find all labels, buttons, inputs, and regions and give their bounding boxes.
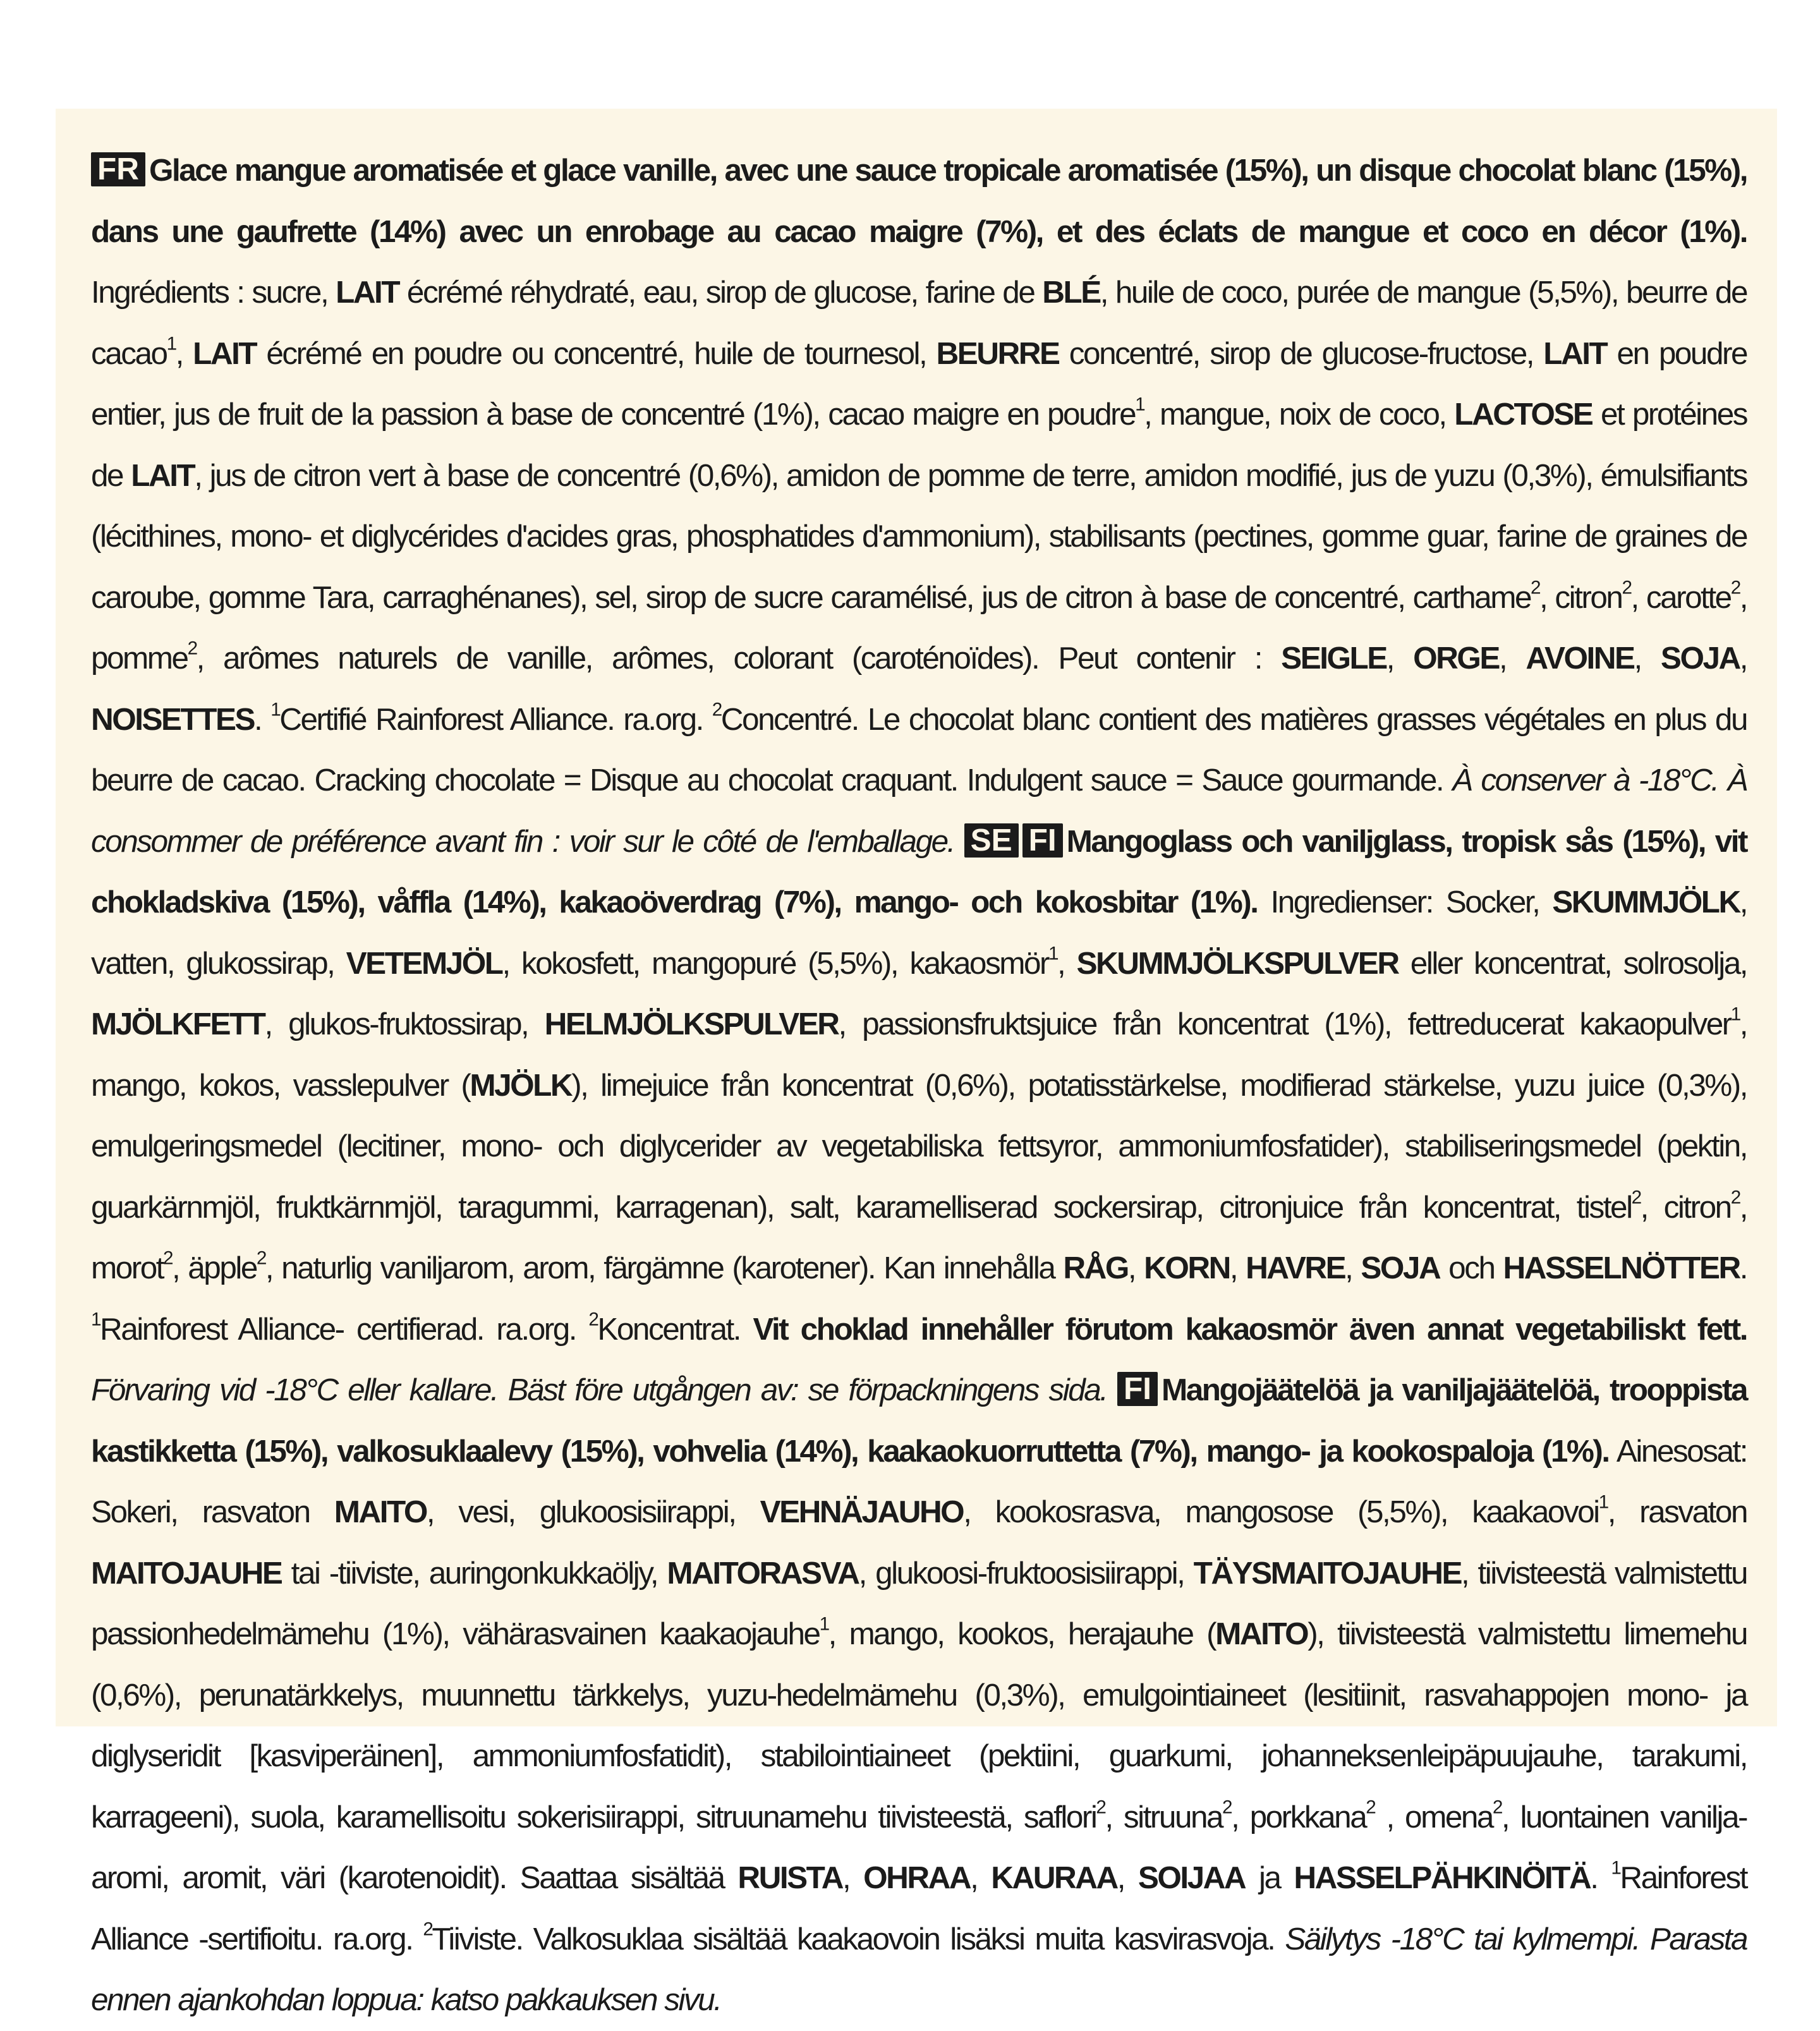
allergen: BEURRE bbox=[936, 336, 1059, 371]
se-white-chocolate-note: Vit choklad innehåller förutom kakaosmör även annat vegetabiliskt fett. bbox=[753, 1311, 1747, 1347]
allergen: OHRAA bbox=[863, 1860, 971, 1895]
allergen: SKUMMJÖLK bbox=[1552, 885, 1740, 919]
se-product-description: Mangoglass och vaniljglass, tropisk sås (15%), vit chokladskiva (15%), våffla (14%), kakaoöverdrag (7%), mango- och kokosbitar (1%). bbox=[91, 823, 1747, 919]
allergen: KORN bbox=[1144, 1251, 1230, 1285]
allergen: LAIT bbox=[1543, 336, 1607, 371]
allergen: SOJA bbox=[1361, 1251, 1440, 1285]
allergen: RUISTA bbox=[737, 1860, 842, 1895]
allergen: LACTOSE bbox=[1454, 397, 1592, 432]
allergen: HASSELPÄHKINÖITÄ bbox=[1294, 1860, 1591, 1895]
allergen: NOISETTES bbox=[91, 701, 255, 737]
language-badge-se: SE bbox=[964, 823, 1019, 858]
allergen: MAITORASVA bbox=[667, 1555, 859, 1591]
allergen: LAIT bbox=[131, 458, 195, 493]
language-badge-fi: FI bbox=[1117, 1372, 1158, 1406]
allergen: SOIJAA bbox=[1138, 1860, 1246, 1895]
fr-storage-note: À conserver à -18°C. À consommer de préférence avant fin : voir sur le côté de l'emballage. bbox=[91, 763, 1747, 859]
allergen: ORGE bbox=[1413, 641, 1499, 676]
allergen: LAIT bbox=[193, 336, 257, 371]
allergen: MJÖLK bbox=[470, 1067, 572, 1103]
allergen: MAITOJAUHE bbox=[91, 1555, 282, 1591]
allergen: MJÖLKFETT bbox=[91, 1007, 265, 1041]
allergen: SKUMMJÖLKSPULVER bbox=[1076, 945, 1398, 981]
fi-product-description: Mangojäätelöä ja vaniljajäätelöä, trooppista kastikketta (15%), valkosuklaalevy (15%), vohvelia (14%), kaakaokuorruttetta (7%), mango- ja kookospaloja (1%). bbox=[91, 1373, 1747, 1469]
allergen: VEHNÄJAUHO bbox=[760, 1494, 964, 1529]
allergen: HELMJÖLKSPULVER bbox=[544, 1007, 839, 1041]
allergen: LAIT bbox=[336, 275, 399, 310]
language-badge-fr: FR bbox=[91, 152, 145, 186]
allergen: SEIGLE bbox=[1281, 641, 1386, 676]
allergen: KAURAA bbox=[991, 1860, 1117, 1895]
fr-product-description: Glace mangue aromatisée et glace vanille, avec une sauce tropicale aromatisée (15%), un disque chocolat blanc (15%), dans une gaufrette (14%) avec un enrobage au cacao maigre (7%), et des éclats de mangue et coco en décor (1%). bbox=[91, 153, 1747, 249]
allergen: HASSELNÖTTER bbox=[1503, 1251, 1740, 1285]
fi-storage-note: Säilytys -18°C tai kylmempi. Parasta ennen ajankohdan loppua: katso pakkauksen sivu. bbox=[91, 1921, 1747, 2017]
ingredients-text: FR Glace mangue aromatisée et glace vanille, avec une sauce tropicale aromatisée (15%), un disque chocolat blanc (15%), dans une gaufrette (14%) avec un enrobage au cacao maigre (7%), et des éclats de mangue et coco en décor (1%). Ingrédients : sucre, LAIT écrémé réhydraté, eau, sirop de glucose, farine de BLÉ, huile de coco, purée de mangue (5,5%), beurre de cacao$^1$, LAIT écrémé en poudre ou concentré, huile de tournesol, BEURRE concentré, sirop de glucose-fructose, LAIT en poudre entier, jus de fruit de la passion à base de concentré (1%), cacao maigre en poudre$^1$, mangue, noix de coco, LACTOSE et protéines de LAIT, jus de citron vert à base de concentré (0,6%), amidon de pomme de terre, amidon modifié, jus de yuzu (0,3%), émulsifiants (lécithines, mono- et diglycérides d'acides gras, phosphatides d'ammonium), stabilisants (pectines, gomme guar, farine de graines de caroube, gomme Tara, carraghénanes), sel, sirop de sucre caramélisé, jus de citron à base de concentré, carthame$^2$, citron$^2$, carotte$^2$, pomme$^2$, arômes naturels de vanille, arômes, colorant (caroténoïdes). Peut contenir : SEIGLE, ORGE, AVOINE, SOJA, NOISETTES. $^1$Certifié Rainforest Alliance. ra.org. $^2$Concentré. Le chocolat blanc contient des matières grasses végétales en plus du beurre de cacao. Cracking chocolate = Disque au chocolat craquant. Indulgent sauce = Sauce gourmande. À conserver à -18°C. À consommer de préférence avant fin : voir sur le côté de l'emballage. SE FI Mangoglass och vaniljglass, tropisk sås (15%), vit chokladskiva (15%), våffla (14%), kakaoöverdrag (7%), mango- och kokosbitar (1%). Ingredienser: Socker, SKUMMJÖLK, vatten, glukossirap, VETEMJÖL, kokosfett, mangopuré (5,5%), kakaosmör$^1$, SKUMMJÖLKSPULVER eller koncentrat, solrosolja, MJÖLKFETT, glukos-fruktossirap, HELMJÖLKSPULVER, passionsfruktsjuice från koncentrat (1%), fettreducerat kakaopulver$^1$, mango, kokos, vasslepulver (MJÖLK), limejuice från koncentrat (0,6%), potatisstärkelse, modifierad stärkelse, yuzu juice (0,3%), emulgeringsmedel (lecitiner, mono- och diglycerider av vegetabiliska fettsyror, ammoniumfosfatider), stabiliseringsmedel (pektin, guarkärnmjöl, fruktkärnmjöl, taragummi, karragenan), salt, karamelliserad sockersirap, citronjuice från koncentrat, tistel$^2$, citron$^2$, morot$^2$, äpple$^2$, naturlig vaniljarom, arom, färgämne (karotener). Kan innehålla RÅG, KORN, HAVRE, SOJA och HASSELNÖTTER. $^1$Rainforest Alliance- certifierad. ra.org. $^2$Koncentrat. Vit choklad innehåller förutom kakaosmör även annat vegetabiliskt fett. Förvaring vid -18°C eller kallare. Bäst före utgången av: se förpackningens sida. FI Mangojäätelöä ja vaniljajäätelöä, trooppista kastikketta (15%), valkosuklaalevy (15%), vohvelia (14%), kaakaokuorruttetta (7%), mango- ja kookospaloja (1%). Ainesosat: Sokeri, rasvaton MAITO, vesi, glukoosisiirappi, VEHNÄJAUHO, kookosrasva, mangosose (5,5%), kaakaovoi$^1$, rasvaton MAITOJAUHE tai -tiiviste, auringonkukkaöljy, MAITORASVA, glukoosi-fruktoosisiirappi, TÄYSMAITOJAUHE, tiivisteestä valmistettu passionhedelmämehu (1%), vähärasvainen kaakaojauhe$^1$, mango, kookos, herajauhe (MAITO), tiivisteestä valmistettu limemehu (0,6%), perunatärkkelys, muunnettu tärkkelys, yuzu-hedelmämehu (0,3%), emulgointiaineet (lesitiinit, rasvahappojen mono- ja diglyseridit [kasviperäinen], ammoniumfosfatidit), stabilointiaineet (pektiini, guarkumi, johanneksenleipäpuujauhe, tarakumi, karrageeni), suola, karamellisoitu sokerisiirappi, sitruunamehu tiivisteestä, saflori$^2$, sitruuna$^2$, porkkana$^2$ , omena$^2$, luontainen vanilja-aromi, aromit, väri (karotenoidit). Saattaa sisältää RUISTA, OHRAA, KAURAA, SOIJAA ja HASSELPÄHKINÖITÄ. $^1$Rainforest Alliance -sertifioitu. ra.org. $^2$Tiiviste. Valkosuklaa sisältää kaakaovoin lisäksi muita kasvirasvoja. Säilytys -18°C tai kylmempi. Parasta ennen ajankohdan loppua: katso pakkauksen sivu. bbox=[91, 152, 1747, 2017]
allergen: VETEMJÖL bbox=[346, 945, 502, 981]
language-badge-fi-secondary: FI bbox=[1022, 823, 1063, 858]
allergen: MAITO bbox=[1215, 1616, 1308, 1651]
allergen: TÄYSMAITOJAUHE bbox=[1193, 1555, 1462, 1591]
allergen: MAITO bbox=[334, 1494, 427, 1529]
allergen: RÅG bbox=[1063, 1251, 1128, 1285]
allergen: HAVRE bbox=[1246, 1251, 1345, 1285]
allergen: AVOINE bbox=[1526, 641, 1634, 676]
se-storage-note: Förvaring vid -18°C eller kallare. Bäst före utgången av: se förpackningens sida. bbox=[91, 1373, 1107, 1407]
allergen: SOJA bbox=[1660, 641, 1740, 676]
ingredients-panel bbox=[56, 109, 1777, 2017]
allergen: BLÉ bbox=[1042, 275, 1100, 310]
